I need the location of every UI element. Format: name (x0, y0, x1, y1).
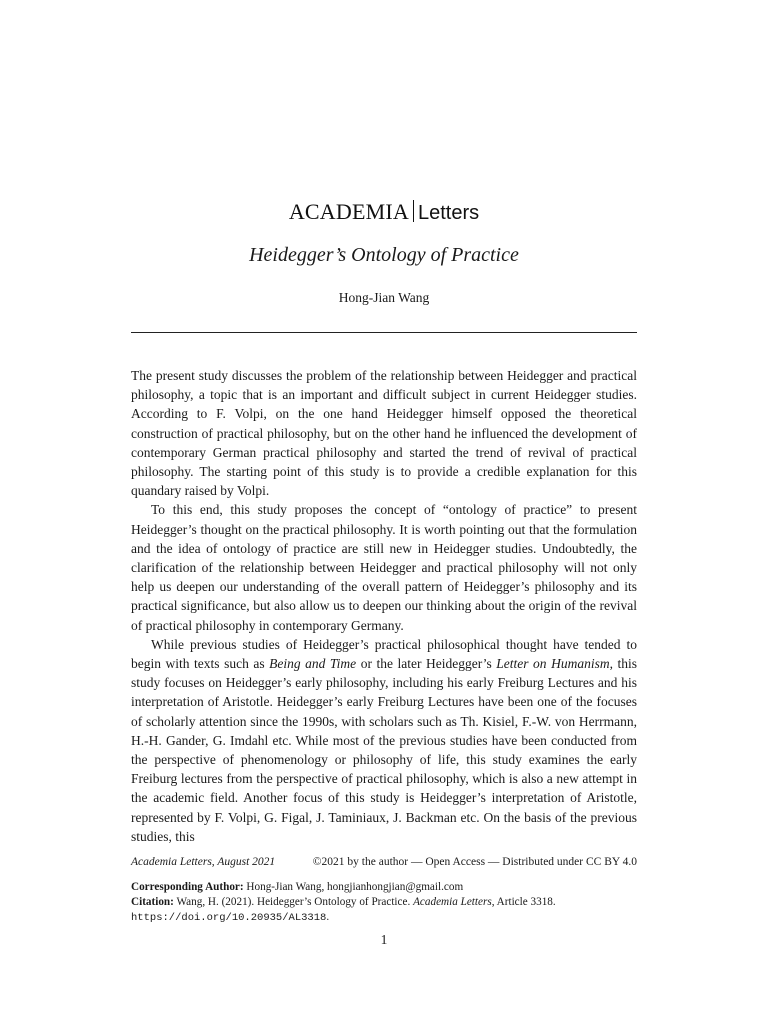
brand-suffix: Letters (418, 202, 480, 224)
doi-period: . (326, 911, 330, 923)
journal-issue: Academia Letters, August 2021 (131, 856, 276, 868)
corresponding-author (131, 880, 637, 895)
citation-block (131, 880, 637, 926)
doi-link[interactable]: https://doi.org/10.20935/AL3318 (131, 912, 327, 924)
citation-journal: Academia Letters (413, 896, 492, 908)
license-notice: ©2021 by the author — Open Access — Distributed under CC BY 4.0 (312, 856, 637, 868)
book-title-letter-on-humanism: Letter on Humanism (496, 656, 610, 672)
paper-title: Heidegger’s Ontology of Practice (249, 244, 519, 266)
corresponding-author-label: Corresponding Author: (131, 881, 244, 893)
paragraph-1: The present study discusses the problem of the relationship between Heidegger and practical philosophy, a topic that is an important and difficult subject in current Heidegger studies. According to F. Volpi, on the one hand Heidegger himself opposed the theoretical construction of practical philosophy, but on the other hand he influenced the development of contemporary German practical philosophy and started the trend of revival of practical philosophy. The starting point of this study is to provide a credible explanation for this quandary raised by Volpi. (131, 368, 637, 499)
paper-body (131, 366, 637, 846)
citation (131, 895, 637, 910)
book-title-being-and-time: Being and Time (269, 656, 357, 672)
citation-text: Wang, H. (2021). Heidegger’s Ontology of Practice. (176, 896, 411, 908)
paragraph-2: To this end, this study proposes the concept of “ontology of practice” to present Heidegger’s thought on the practical philosophy. It is worth pointing out that the formulation and the idea of ontology of practice are still new in Heidegger studies. Undoubtedly, the clarification of the relationship between Heidegger and practical philosophy will not only help us deepen our understanding of the overall pattern of Heidegger’s philosophy and its practical significance, but also allow us to deepen our thinking about the origin of the revival of practical philosophy in contemporary Germany. (131, 502, 637, 633)
page-number: 1 (380, 932, 388, 947)
paragraph-3-text: or the later Heidegger’s (356, 656, 497, 672)
paragraph-3-text: , this study focuses on Heidegger’s early philosophy, including his early Freiburg Lectures and his interpretation of Aristotle. Heidegger’s early Freiburg Lectures have been one of the focuses of scholarly attention since the 1990s, with scholars such as Th. Kisiel, F.-W. von Herrmann, H.-H. Gander, G. Imdahl etc. While most of the previous studies have been conducted from the perspective of phenomenology or philosophy of life, this study examines the early Freiburg lectures from the perspective of practical philosophy, which is also a new attempt in the academic field. Another focus of this study is Heidegger’s interpretation of Aristotle, represented by F. Volpi, G. Figal, J. Taminiaux, J. Backman etc. On the basis of the previous studies, this (131, 656, 638, 844)
citation-article: , Article 3318. (491, 896, 556, 908)
citation-label: Citation: (131, 896, 174, 908)
corresponding-author-value: Hong-Jian Wang, hongjianhongjian@gmail.com (246, 881, 464, 893)
brand-name: ACADEMIA (288, 199, 409, 224)
brand-separator (413, 200, 414, 222)
title-divider (131, 332, 637, 333)
doi-line (131, 910, 637, 926)
journal-footer (131, 854, 637, 872)
academia-letters-logo (0, 198, 768, 227)
paragraph-3 (131, 635, 637, 846)
paragraph-3-text: While previous studies of Heidegger’s practical philosophical thought have tended to begin with texts such as (131, 636, 637, 672)
paper-author: Hong-Jian Wang (338, 290, 430, 305)
